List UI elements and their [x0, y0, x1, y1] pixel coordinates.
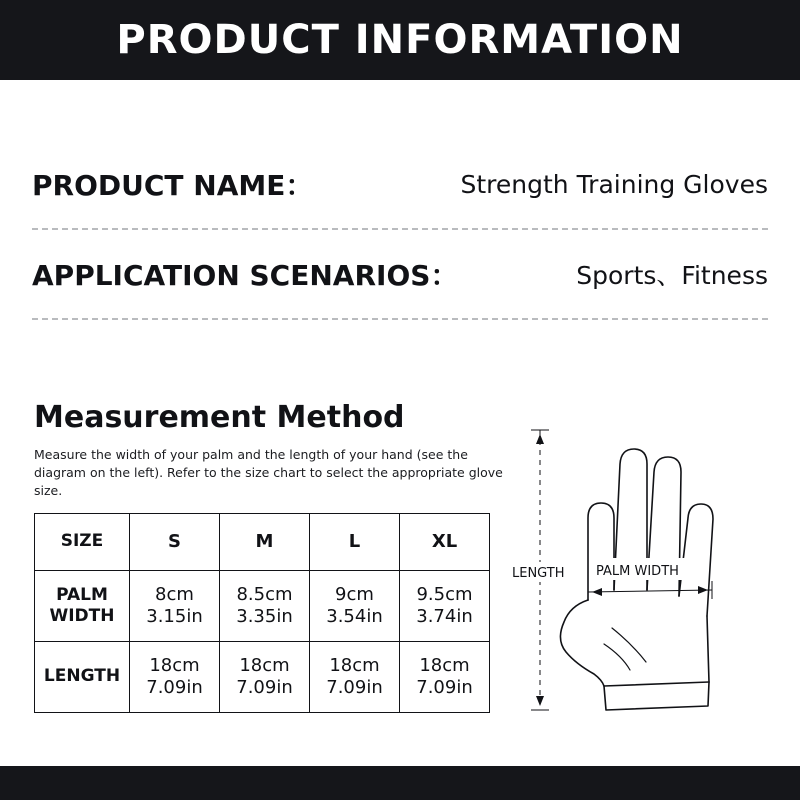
cell-metric: 18cm — [419, 654, 470, 676]
cell-metric: 9cm — [335, 583, 374, 605]
cell-palm-width-m — [220, 571, 310, 642]
cell-palm-width-l — [310, 571, 400, 642]
table-header-m: M — [220, 514, 310, 571]
cell-length-s — [130, 642, 220, 713]
cell-imperial: 3.35in — [236, 606, 293, 627]
row-label-palm-width — [35, 571, 130, 642]
hand-measurement-diagram — [500, 400, 790, 750]
divider — [32, 318, 768, 320]
cell-metric: 18cm — [239, 654, 290, 676]
cell-imperial: 3.15in — [146, 606, 203, 627]
cell-metric: 8cm — [155, 583, 194, 605]
cell-imperial: 7.09in — [146, 677, 203, 698]
cell-metric: 9.5cm — [416, 583, 473, 605]
cell-length-l — [310, 642, 400, 713]
size-chart-table — [34, 513, 490, 713]
measurement-description: Measure the width of your palm and the length of your hand (see the diagram on the left). Refer to the size chart to select the appropriate glove size. — [34, 447, 503, 499]
row-label-line2: WIDTH — [49, 606, 115, 626]
cell-imperial: 7.09in — [326, 677, 383, 698]
cell-length-m — [220, 642, 310, 713]
info-label-application-scenarios: APPLICATION SCENARIOS： — [32, 259, 459, 292]
diagram-length-label: LENGTH — [512, 566, 565, 581]
table-row — [35, 642, 490, 713]
info-row-application-scenarios — [0, 230, 800, 318]
info-row-product-name — [0, 140, 800, 228]
cell-palm-width-s — [130, 571, 220, 642]
info-value-product-name: Strength Training Gloves — [460, 169, 768, 199]
page-title: PRODUCT INFORMATION — [116, 17, 684, 63]
cell-palm-width-xl — [400, 571, 490, 642]
row-label-line1: LENGTH — [43, 666, 121, 687]
cell-imperial: 3.74in — [416, 606, 473, 627]
table-header-s: S — [130, 514, 220, 571]
cell-metric: 18cm — [149, 654, 200, 676]
table-header-row — [35, 514, 490, 571]
diagram-palm-width-label: PALM WIDTH — [596, 564, 679, 579]
cell-imperial: 3.54in — [326, 606, 383, 627]
table-row — [35, 571, 490, 642]
info-label-product-name: PRODUCT NAME： — [32, 169, 314, 202]
info-value-application-scenarios: Sports、Fitness — [576, 261, 768, 290]
header-banner — [0, 0, 800, 80]
footer-bar — [0, 766, 800, 800]
table-header-l: L — [310, 514, 400, 571]
table-header-size: SIZE — [35, 514, 130, 571]
row-label-line1: PALM — [56, 584, 108, 605]
measurement-title: Measurement Method — [34, 400, 405, 435]
cell-length-xl — [400, 642, 490, 713]
row-label-length — [35, 642, 130, 713]
product-info-block — [0, 140, 800, 320]
cell-metric: 8.5cm — [236, 583, 293, 605]
cell-metric: 18cm — [329, 654, 380, 676]
cell-imperial: 7.09in — [236, 677, 293, 698]
table-header-xl: XL — [400, 514, 490, 571]
cell-imperial: 7.09in — [416, 677, 473, 698]
